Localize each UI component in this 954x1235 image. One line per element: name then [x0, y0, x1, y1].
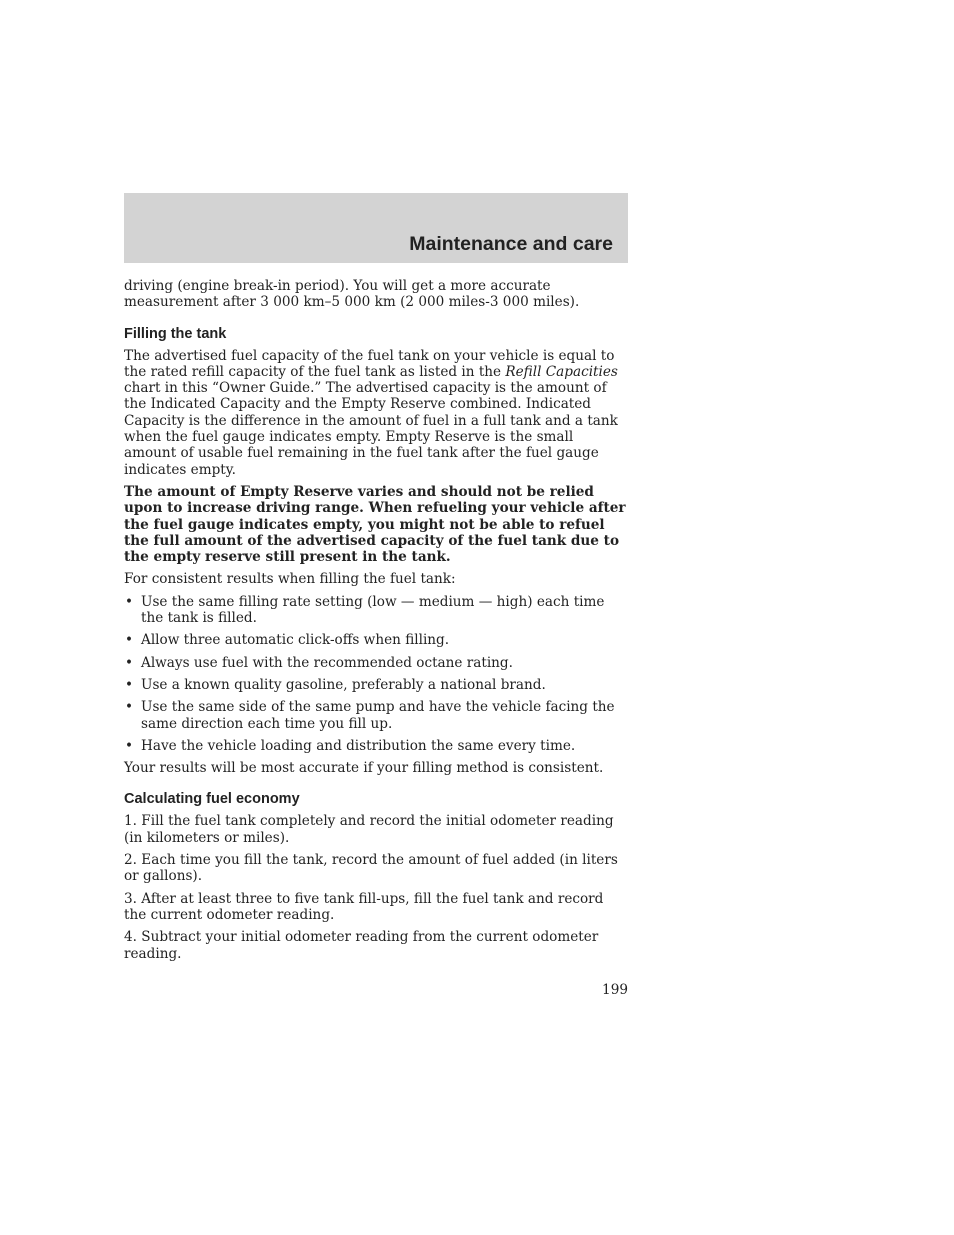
page-number: 199	[602, 982, 628, 998]
list-item	[124, 655, 628, 671]
list-item-text: Always use fuel with the recommended octane rating.	[141, 654, 513, 671]
bullet-icon: •	[125, 654, 134, 671]
heading-filling-the-tank: Filling the tank	[124, 325, 227, 342]
calc-step: 2. Each time you fill the tank, record the amount of fuel added (in liters or gallons).	[124, 852, 618, 885]
page-content	[124, 278, 628, 968]
list-item-text: Use the same filling rate setting (low — medium — high) each time the tank is filled.	[141, 593, 605, 627]
bullet-icon: •	[125, 699, 134, 716]
refill-capacities-reference: Refill Capacities	[505, 363, 618, 380]
list-item-text: Have the vehicle loading and distribution the same every time.	[141, 737, 576, 754]
empty-reserve-warning: The amount of Empty Reserve varies and should not be relied upon to increase driving range. When refueling your vehicle after the fuel gauge indicates empty, you might not be able to refuel the full amount of the advertised capacity of the fuel tank due to the empty reserve still present in the tank.	[124, 483, 626, 566]
bullet-icon: •	[125, 676, 134, 693]
list-item-text: Use a known quality gasoline, preferably a national brand.	[141, 676, 546, 693]
bullet-icon: •	[125, 632, 134, 649]
bullet-icon: •	[125, 737, 134, 754]
list-item-text: Use the same side of the same pump and have the vehicle facing the same direction each time you fill up.	[141, 699, 615, 732]
intro-paragraph: driving (engine break-in period). You will get a more accurate measurement after 3 000 km–5 000 km (2 000 miles-3 000 miles).	[124, 278, 580, 311]
filling-tips-list	[124, 594, 628, 754]
heading-calculating-fuel-economy: Calculating fuel economy	[124, 791, 300, 808]
filling-lead-in: For consistent results when filling the fuel tank:	[124, 571, 456, 588]
list-item	[124, 738, 628, 754]
fuel-capacity-text-1: The advertised fuel capacity of the fuel tank on your vehicle is equal to the rated refill capacity of the fuel tank as listed in the	[124, 347, 615, 380]
fuel-capacity-text-2: chart in this “Owner Guide.” The advertised capacity is the amount of the Indicated Capacity and the Empty Reserve combined. Indicated Capacity is the difference in the amount of fuel in a full tank and a tank when the fuel gauge indicates empty. Empty Reserve is the small amount of usable fuel remaining in the fuel tank after the fuel gauge indicates empty.	[124, 380, 618, 478]
list-item	[124, 632, 628, 648]
calc-step: 1. Fill the fuel tank completely and record the initial odometer reading (in kilometers or miles).	[124, 813, 614, 846]
fuel-capacity-paragraph	[124, 348, 628, 478]
list-item	[124, 677, 628, 693]
list-item	[124, 699, 628, 732]
section-title: Maintenance and care	[409, 233, 613, 255]
calc-step: 4. Subtract your initial odometer reading from the current odometer reading.	[124, 929, 599, 962]
section-header-band	[124, 193, 628, 263]
list-item-text: Allow three automatic click-offs when filling.	[141, 632, 450, 649]
calc-step: 3. After at least three to five tank fill-ups, fill the fuel tank and record the current odometer reading.	[124, 890, 604, 923]
list-item	[124, 594, 628, 627]
bullet-icon: •	[125, 593, 134, 610]
filling-closing: Your results will be most accurate if your filling method is consistent.	[124, 760, 604, 777]
